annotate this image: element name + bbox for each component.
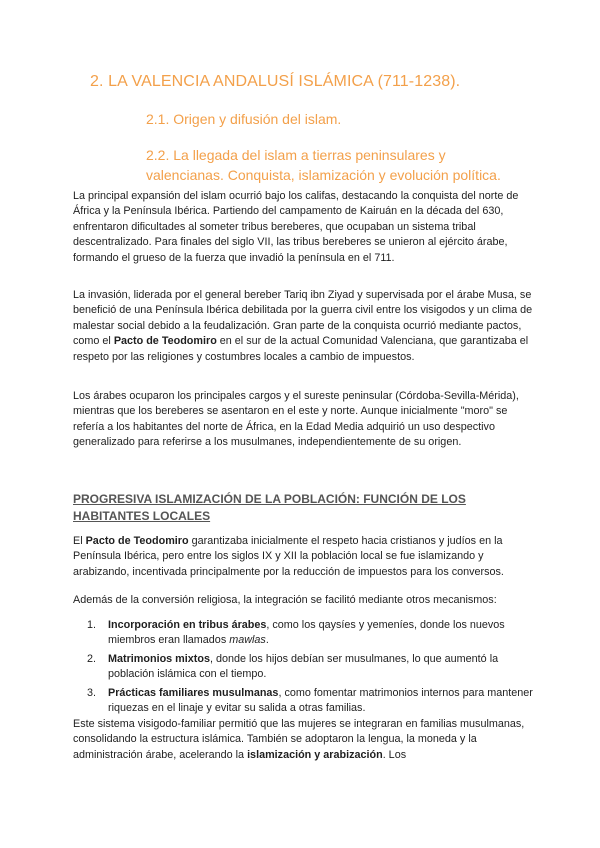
paragraph-invasion: La invasión, liderada por el general bereber Tariq ibn Ziyad y supervisada por el árabe Musa, se benefició de una Península Ibérica debilitada por la guerra civil entre los visigodos y un clima de malestar social debido a la feudalización. Gran parte de la conquista ocurrió mediante pactos, como el Pacto de Teodomiro en el sur de la actual Comunidad Valenciana, que garantizaba el respeto por las religiones y costumbres locales a cambio de impuestos.	[73, 289, 533, 363]
list-item: 1. Incorporación en tribus árabes, como los qaysíes y yemeníes, donde los nuevos miembros eran llamados mawlas.	[87, 619, 505, 647]
paragraph-settlement: Los árabes ocuparon los principales cargos y el sureste peninsular (Córdoba-Sevilla-Mérida), mientras que los bereberes se asentaron en el este y norte. Aunque inicialmente "moro" se refería a los habitantes del norte de África, en la Edad Media adquirió un uso despectivo generalizado para referirse a los musulmanes, independientemente de su origen.	[73, 390, 519, 449]
mechanisms-list	[73, 618, 533, 719]
paragraph-family-system: Este sistema visigodo-familiar permitió que las mujeres se integraran en familias musulmanas, consolidando la estructura islámica. También se adoptaron la lengua, la moneda y la administración árabe, acelerando la islamización y arabización. Los	[73, 718, 525, 761]
list-item: 3. Prácticas familiares musulmanas, como fomentar matrimonios internos para mantener riquezas en el linaje y evitar su salida a otras familias.	[87, 686, 533, 715]
paragraph-expansion: La principal expansión del islam ocurrió bajo los califas, destacando la conquista del norte de África y la Península Ibérica. Partiendo del campamento de Kairuán en la década del 630, enfrentaron dificultades al someter tribus bereberes, que ocupaban un sistema tribal descentralizado. Para finales del siglo VII, las tribus bereberes se unieron al ejército árabe, formando el grueso de la fuerza que invadió la península en el 711.	[73, 190, 519, 264]
islamization-term: islamización y arabización	[247, 748, 383, 761]
subheading-origin: 2.1. Origen y difusión del islam.	[146, 111, 342, 127]
paragraph-integration: Además de la conversión religiosa, la integración se facilitó mediante otros mecanismos:	[73, 594, 497, 606]
pact-term: Pacto de Teodomiro	[85, 535, 189, 547]
chapter-heading: 2. LA VALENCIA ANDALUSÍ ISLÁMICA (711-1238).	[90, 73, 461, 90]
section-title: PROGRESIVA ISLAMIZACIÓN DE LA POBLACIÓN: FUNCIÓN DE LOS HABITANTES LOCALES	[73, 492, 466, 523]
list-item: 2. Matrimonios mixtos, donde los hijos debían ser musulmanes, lo que aumentó la población islámica con el tiempo.	[87, 652, 499, 681]
subheading-arrival: 2.2. La llegada del islam a tierras peninsulares y valencianas. Conquista, islamización y evolución política.	[146, 147, 501, 183]
paragraph-pact: El Pacto de Teodomiro garantizaba inicialmente el respeto hacia cristianos y judíos en la Península Ibérica, pero entre los siglos IX y XII la población local se fue islamizando y arabizando, incentivada principalmente por la reducción de impuestos para los conversos.	[73, 535, 504, 578]
pact-term: Pacto de Teodomiro	[113, 335, 217, 348]
